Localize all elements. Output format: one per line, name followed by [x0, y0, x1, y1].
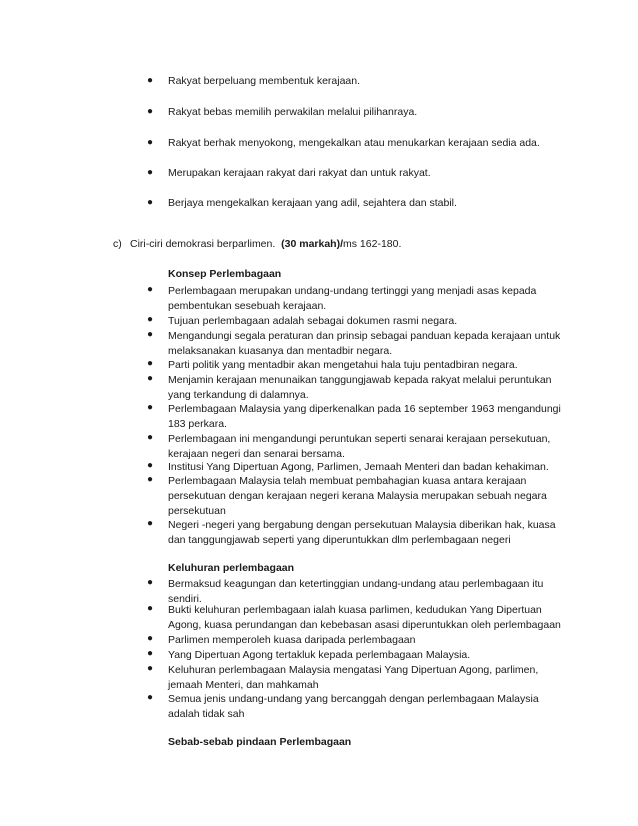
list-item-text: Rakyat berpeluang membentuk kerajaan.	[168, 75, 361, 87]
list-item-text: Perlembagaan ini mengandungi peruntukan seperti senarai kerajaan persekutuan, kerajaan negeri dan senarai bersama.	[168, 433, 551, 461]
bullet-icon: ●	[147, 373, 154, 384]
list-item-text: Merupakan kerajaan rakyat dari rakyat dan untuk rakyat.	[168, 167, 431, 179]
bullet-icon: ●	[147, 329, 154, 340]
list-item-text: Perlembagaan Malaysia telah membuat pembahagian kuasa antara kerajaan persekutuan dengan kerajaan negeri kerana Malaysia merupakan sebuah negara persekutuan	[168, 475, 547, 518]
keluhuran-title: Keluhuran perlembagaan	[168, 562, 295, 574]
list-item-text: Rakyat berhak menyokong, mengekalkan atau menukarkan kerajaan sedia ada.	[168, 137, 540, 149]
bullet-icon: ●	[147, 460, 154, 471]
list-item-text: Negeri -negeri yang bergabung dengan persekutuan Malaysia diberikan hak, kuasa dan tanggungjawab seperti yang diperuntukkan dlm perlembagaan negeri	[168, 519, 556, 547]
list-item	[0, 137, 638, 153]
bullet-icon: ●	[147, 314, 154, 325]
list-item-text: Parlimen memperoleh kuasa daripada perlembagaan	[168, 634, 416, 646]
bullet-icon: ●	[147, 692, 154, 703]
bullet-icon: ●	[147, 663, 154, 674]
bullet-icon: ●	[147, 137, 154, 148]
bullet-icon: ●	[147, 518, 154, 529]
list-item-text: Institusi Yang Dipertuan Agong, Parlimen, Jemaah Menteri dan badan kehakiman.	[168, 461, 549, 473]
list-item-text: Berjaya mengekalkan kerajaan yang adil, sejahtera dan stabil.	[168, 197, 457, 209]
bullet-icon: ●	[147, 402, 154, 413]
bullet-icon: ●	[147, 577, 154, 588]
section-label: c)	[113, 238, 122, 250]
list-item-text: Rakyat bebas memilih perwakilan melalui pilihanraya.	[168, 106, 418, 118]
bullet-icon: ●	[147, 284, 154, 295]
bullet-icon: ●	[147, 75, 154, 86]
list-item	[0, 106, 638, 122]
list-item-text: Yang Dipertuan Agong tertakluk kepada perlembagaan Malaysia.	[168, 649, 471, 661]
list-item-text: Bukti keluhuran perlembagaan ialah kuasa parlimen, kedudukan Yang Dipertuan Agong, kuasa perundangan dan kebebasan asasi diperuntukkan oleh perlembagaan	[168, 604, 561, 632]
bullet-icon: ●	[147, 648, 154, 659]
list-item-text: Perlembagaan merupakan undang-undang tertinggi yang menjadi asas kepada pembentukan sesebuah kerajaan.	[168, 285, 537, 313]
section-marks: (30 markah)/	[281, 238, 344, 250]
list-item-text: Menjamin kerajaan menunaikan tanggungjawab kepada rakyat melalui peruntukan yang terkandung di dalamnya.	[168, 374, 552, 402]
sebab-title: Sebab-sebab pindaan Perlembagaan	[168, 736, 352, 748]
section-heading	[113, 238, 401, 250]
bullet-icon: ●	[147, 358, 154, 369]
list-item	[0, 75, 638, 91]
section-pages: ms 162-180.	[343, 238, 402, 250]
list-item-text: Parti politik yang mentadbir akan mengetahui hala tuju pentadbiran negara.	[168, 359, 518, 371]
bullet-icon: ●	[147, 474, 154, 485]
list-item	[0, 167, 638, 183]
section-text: Ciri-ciri demokrasi berparlimen.	[130, 238, 276, 250]
list-item-text: Tujuan perlembagaan adalah sebagai dokumen rasmi negara.	[168, 315, 458, 327]
list-item-text: Keluhuran perlembagaan Malaysia mengatasi Yang Dipertuan Agong, parlimen, jemaah Menteri, dan mahkamah	[168, 664, 539, 692]
bullet-icon: ●	[147, 633, 154, 644]
list-item-text: Mengandungi segala peraturan dan prinsip sebagai panduan kepada kerajaan untuk melaksanakan kuasanya dan mentadbir negara.	[168, 330, 561, 358]
list-item-text: Bermaksud keagungan dan ketertinggian undang-undang atau perlembagaan itu sendiri.	[168, 578, 544, 606]
list-item-text: Semua jenis undang-undang yang bercanggah dengan perlembagaan Malaysia adalah tidak sah	[168, 693, 539, 721]
bullet-icon: ●	[147, 197, 154, 208]
bullet-icon: ●	[147, 432, 154, 443]
bullet-icon: ●	[147, 167, 154, 178]
list-item-text: Perlembagaan Malaysia yang diperkenalkan pada 16 september 1963 mengandungi 183 perkara.	[168, 403, 561, 431]
konsep-title: Konsep Perlembagaan	[168, 268, 282, 280]
bullet-icon: ●	[147, 603, 154, 614]
bullet-icon: ●	[147, 106, 154, 117]
list-item	[0, 197, 638, 213]
